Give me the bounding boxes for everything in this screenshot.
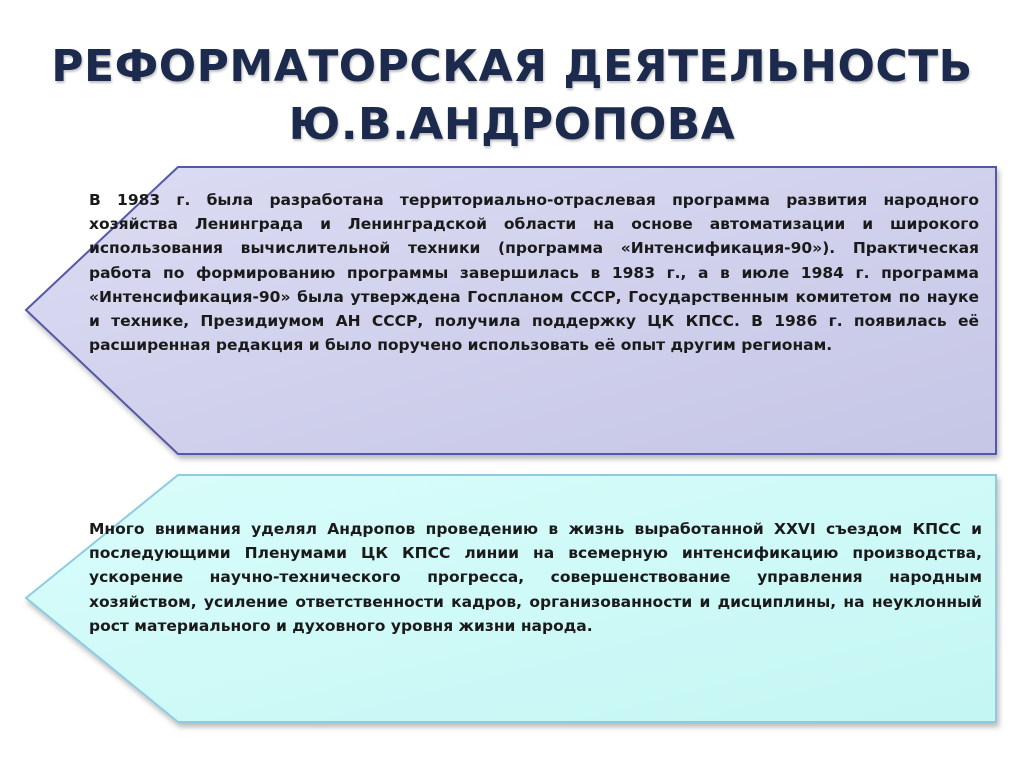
- title-line-2: Ю.В.АНДРОПОВА: [288, 99, 736, 150]
- page-title: [0, 38, 1024, 154]
- block-2-text: Много внимания уделял Андропов проведению в жизнь выработанной XXVI съездом КПСС и последующими Пленумами ЦК КПСС линии на всемерную интенсификацию производства, ускорение научно-технического прогресса, совершенствование управления народным хозяйством, усиление ответственности кадров, организованности и дисциплины, на неуклонный рост материального и духовного уровня жизни народа.: [89, 520, 982, 635]
- block-1-text: В 1983 г. была разработана территориально-отраслевая программа развития народного хозяйства Ленинграда и Ленинградской области на основе автоматизации и широкого использования вычислительной техники (программа «Интенсификация-90»). Практическая работа по формированию программы завершилась в 1983 г., а в июле 1984 г. программа «Интенсификация-90» была утверждена Госпланом СССР, Государственным комитетом по науке и технике, Президиумом АН СССР, получила поддержку ЦК КПСС. В 1986 г. появилась её расширенная редакция и было поручено использовать её опыт другим регионам.: [89, 191, 979, 355]
- title-line-1: РЕФОРМАТОРСКАЯ ДЕЯТЕЛЬНОСТЬ: [51, 41, 973, 92]
